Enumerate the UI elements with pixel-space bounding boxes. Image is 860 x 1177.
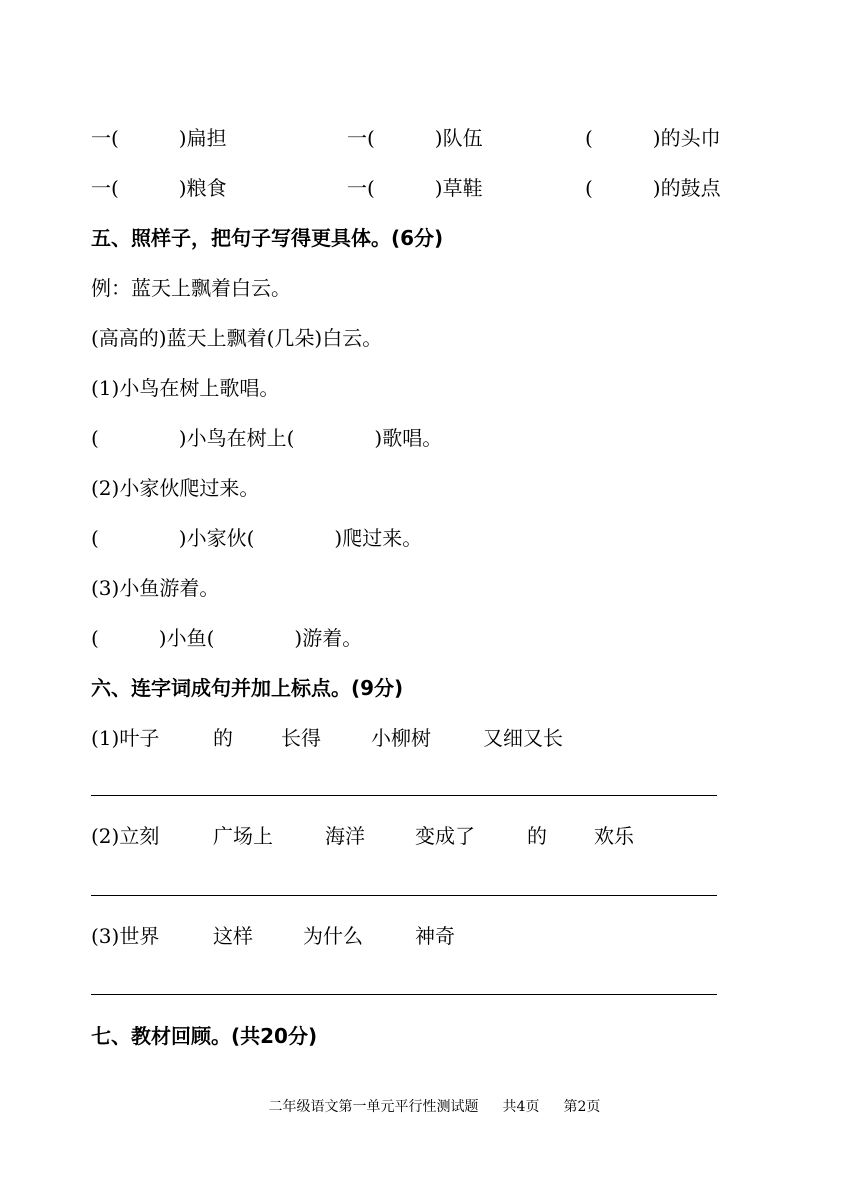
word: 这样 — [213, 924, 253, 948]
word: 广场上 — [213, 824, 273, 848]
word: 海洋 — [325, 824, 365, 848]
word: 又细又长 — [483, 726, 563, 750]
section-heading: 七、教材回顾。(共20分) — [91, 1024, 318, 1048]
fill-item: 一( )扁担 — [91, 126, 227, 150]
answer-line[interactable] — [91, 994, 717, 995]
fill-item: 一( )队伍 — [347, 126, 483, 150]
word: (1)叶子 — [91, 726, 160, 750]
footer-page-number: 第2页 — [563, 1099, 601, 1115]
fill-item: 一( )粮食 — [91, 176, 227, 200]
word: 欢乐 — [594, 824, 634, 848]
section-heading: 六、连字词成句并加上标点。(9分) — [91, 676, 404, 700]
exercise-sentence: (2)小家伙爬过来。 — [91, 476, 260, 500]
page-footer — [0, 1077, 860, 1117]
word: (2)立刻 — [91, 824, 160, 848]
word: 神奇 — [415, 924, 455, 948]
word: 的 — [527, 824, 547, 848]
answer-line[interactable] — [91, 795, 717, 796]
fill-item: ( )的头巾 — [585, 126, 721, 150]
word: (3)世界 — [91, 924, 160, 948]
exercise-template: ( )小鸟在树上( )歌唱。 — [91, 426, 443, 450]
fill-item: ( )的鼓点 — [585, 176, 721, 200]
footer-total-pages: 共4页 — [502, 1099, 540, 1115]
answer-line[interactable] — [91, 895, 717, 896]
word: 小柳树 — [371, 726, 431, 750]
exercise-sentence: (3)小鱼游着。 — [91, 576, 220, 600]
word: 长得 — [281, 726, 321, 750]
exercise-template: ( )小家伙( )爬过来。 — [91, 526, 423, 550]
word: 的 — [213, 726, 233, 750]
word: 为什么 — [303, 924, 363, 948]
exercise-template: ( )小鱼( )游着。 — [91, 626, 363, 650]
example-sentence: 例：蓝天上飘着白云。 — [91, 276, 291, 300]
word: 变成了 — [415, 824, 475, 848]
fill-item: 一( )草鞋 — [347, 176, 483, 200]
exercise-sentence: (1)小鸟在树上歌唱。 — [91, 376, 280, 400]
example-expanded: (高高的)蓝天上飘着(几朵)白云。 — [91, 326, 383, 350]
section-heading: 五、照样子，把句子写得更具体。(6分) — [91, 226, 444, 250]
footer-title: 二年级语文第一单元平行性测试题 — [268, 1099, 479, 1115]
